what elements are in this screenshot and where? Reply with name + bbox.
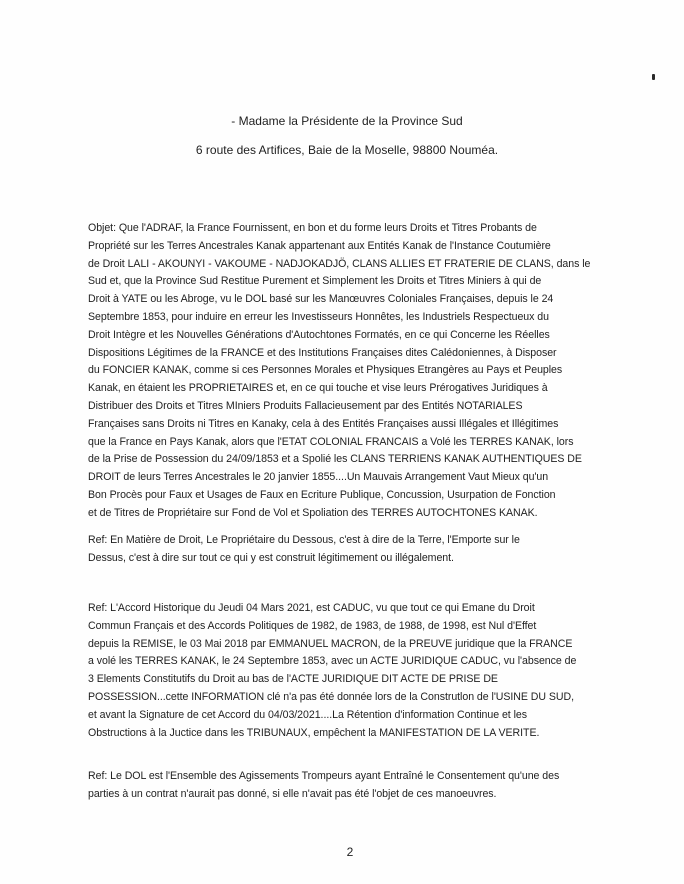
text-line: a volé les TERRES KANAK, le 24 Septembre 1853, avec un ACTE JURIDIQUE CADUC, vu l'absence de: [88, 655, 577, 668]
text-line: POSSESSION...cette INFORMATION clé n'a pas été donnée lors de la Construtlon de l'USINE DU SUD,: [88, 690, 575, 703]
text-line: Dessus, c'est à dire sur tout ce qui y est construit légitimement ou illégalement.: [88, 551, 454, 564]
text-line: que la France en Pays Kanak, alors que l'ETAT COLONIAL FRANCAIS a Volé les TERRES KANAK, lors: [88, 435, 574, 448]
page-number: 2: [346, 845, 354, 859]
text-line: Droit Intègre et les Nouvelles Générations d'Autochtones Formatés, en ce qui Concerne les Réelles: [88, 328, 550, 341]
text-line: Ref: En Matière de Droit, Le Propriétaire du Dessous, c'est à dire de la Terre, l'Emporte sur le: [88, 534, 520, 546]
text-line: Distribuer des Droits et Titres MIniers Produits Fallacieusement par des Entités NOTARIALES: [88, 399, 523, 412]
text-line: Objet: Que l'ADRAF, la France Fournissent, en bon et du forme leurs Droits et Titres Probants de: [88, 222, 537, 234]
text-line: Ref: Le DOL est l'Ensemble des Agissements Trompeurs ayant Entraîné le Consentement qu'une des: [88, 770, 560, 782]
text-line: Dispositions Légitimes de la FRANCE et des Institutions Françaises dites Calédoniennes, à Disposer: [88, 346, 557, 359]
text-line: de la Prise de Possession du 24/09/1853 et a Spolié les CLANS TERRIENS KANAK AUTHENTIQUES DE: [88, 453, 582, 466]
text-line: Droit à YATE ou les Abroge, vu le DOL basé sur les Manœuvres Coloniales Françaises, depuis le 24: [88, 293, 554, 306]
text-line: depuis la REMISE, le 03 Mai 2018 par EMMANUEL MACRON, de la PREUVE juridique que la FRANCE: [88, 637, 573, 650]
text-line: Ref: L'Accord Historique du Jeudi 04 Mars 2021, est CADUC, vu que tout ce qui Emane du Droit: [88, 602, 535, 614]
text-line: Propriété sur les Terres Ancestrales Kanak appartenant aux Entités Kanak de l'Instance Coutumière: [88, 239, 551, 252]
ref-paragraph-dol: [88, 768, 658, 804]
text-line: du FONCIER KANAK, comme si ces Personnes Morales et Physiques Etrangères au Pays et Peuples: [88, 364, 563, 377]
text-line: parties à un contrat n'aurait pas donné, si elle n'avait pas été l'objet de ces manoeuvres.: [88, 787, 497, 800]
text-line: Bon Procès pour Faux et Usages de Faux en Ecriture Publique, Concussion, Usurpation de Fonction: [88, 488, 556, 501]
text-line: Sud et, que la Province Sud Restitue Purement et Simplement les Droits et Titres Miniers à qui de: [88, 275, 542, 288]
text-line: de Droit LALI - AKOUNYI - VAKOUME - NADJOKADJÖ, CLANS ALLIES ET FRATERIE DE CLANS, dans le: [88, 257, 591, 270]
text-line: et avant la Signature de cet Accord du 04/03/2021....La Rétention d'information Continue et les: [88, 708, 527, 721]
objet-paragraph: [88, 220, 658, 523]
text-line: et de Titres de Propriétaire sur Fond de Vol et Spoliation des TERRES AUTOCHTONES KANAK.: [88, 506, 538, 519]
text-line: Françaises sans Droits ni Titres en Kanaky, cela à des Entités Françaises aussi Illégales et Illégitimes: [88, 417, 559, 430]
text-line: Kanak, en étaient les PROPRIETAIRES et, en ce qui touche et vise leurs Prérogatives Juridiques à: [88, 382, 548, 395]
text-line: DROIT de leurs Terres Ancestrales le 20 janvier 1855....Un Mauvais Arrangement Vaut Mieux qu'un: [88, 471, 549, 484]
text-line: Septembre 1853, pour induire en erreur les Investisseurs Honnêtes, les Industriels Respectueux du: [88, 310, 549, 323]
text-line: Obstructions à la Juctice dans les TRIBUNAUX, empêchent la MANIFESTATION DE LA VERITE.: [88, 726, 540, 739]
scan-speck: [652, 74, 655, 80]
text-line: Commun Français et des Accords Politiques de 1982, de 1983, de 1988, de 1998, est Nul d'Effet: [88, 619, 537, 632]
address-line: 6 route des Artifices, Baie de la Moselle, 98800 Nouméa.: [195, 143, 499, 157]
recipient-line: - Madame la Présidente de la Province Sud: [231, 114, 463, 128]
ref-paragraph-proprietaire: [88, 532, 658, 568]
ref-paragraph-accord: [88, 600, 658, 742]
text-line: 3 Elements Constitutifs du Droit au bas de l'ACTE JURIDIQUE DIT ACTE DE PRISE DE: [88, 673, 498, 686]
